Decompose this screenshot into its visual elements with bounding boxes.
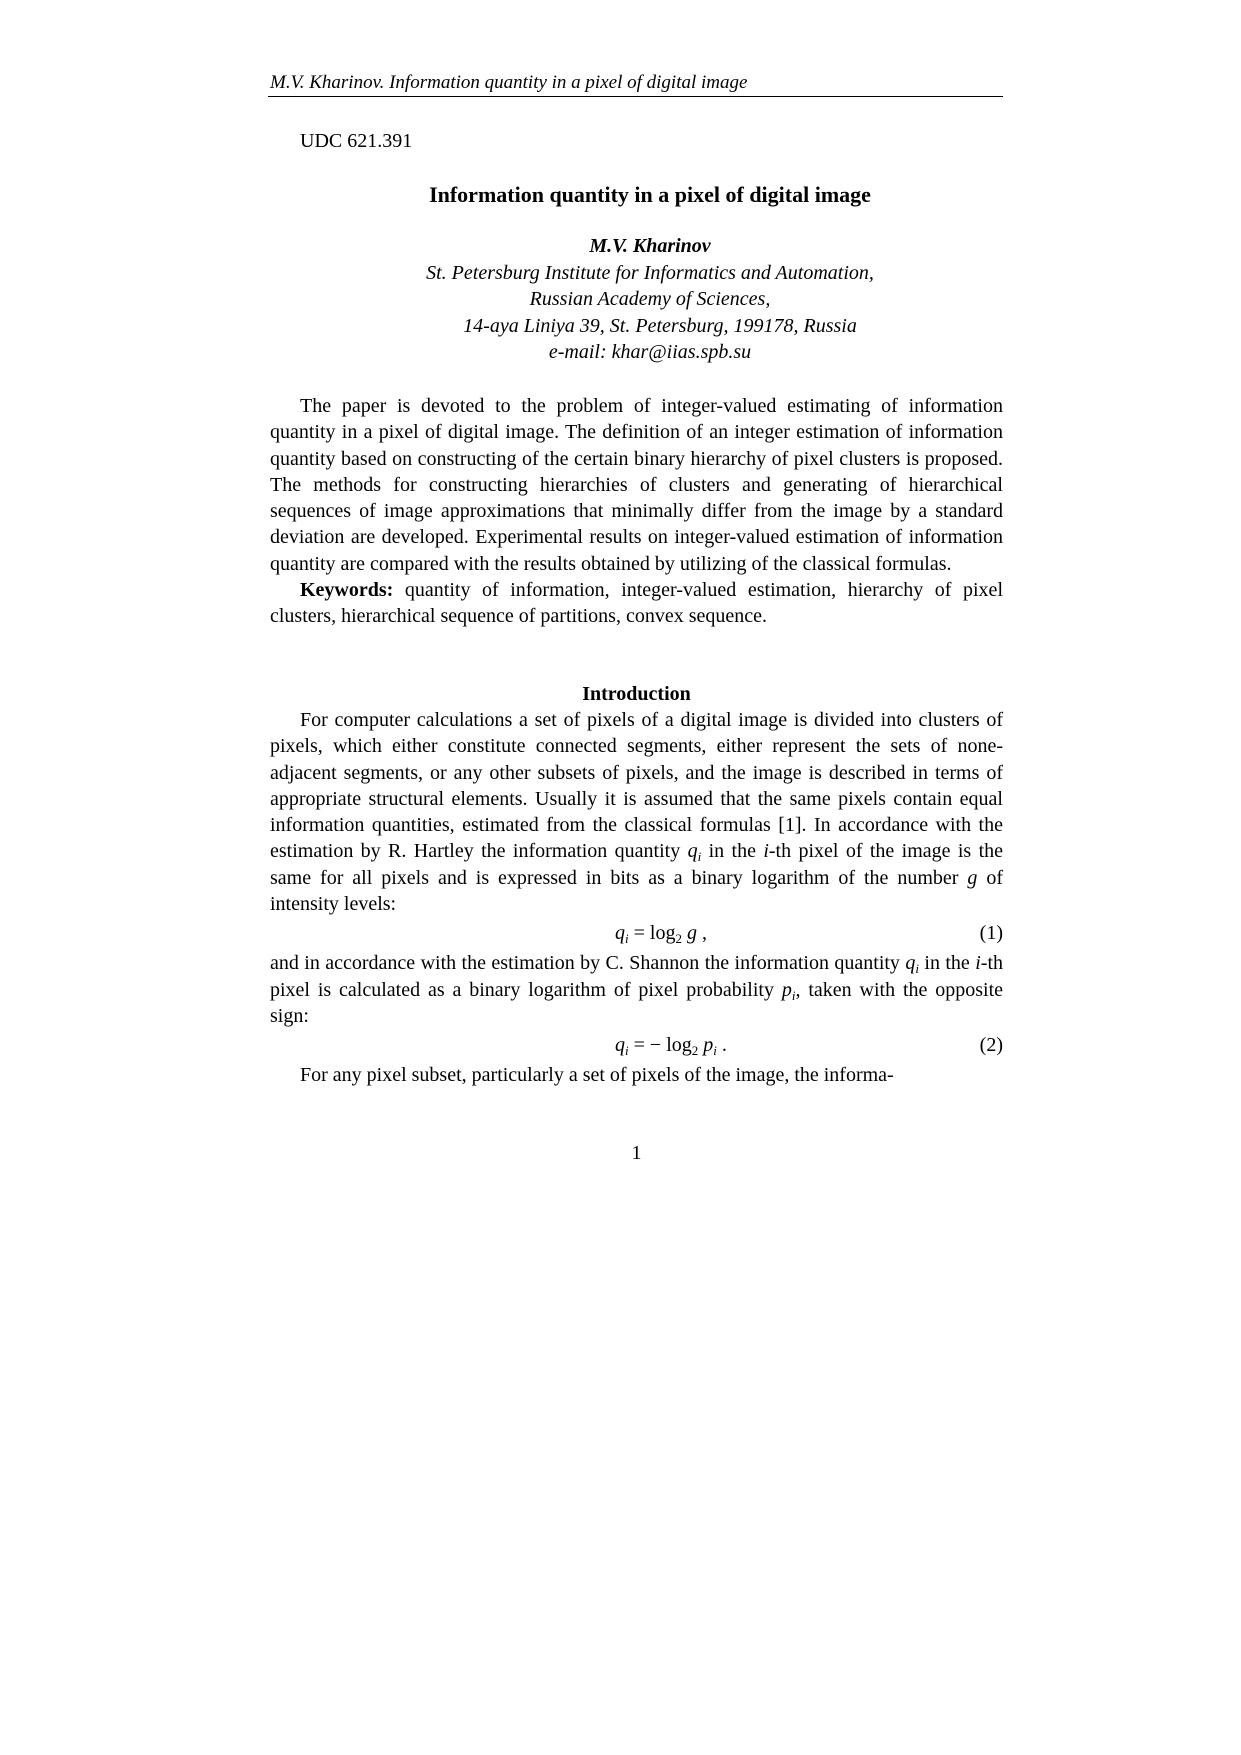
var-i-sub: i xyxy=(791,987,796,1003)
paper-title: Information quantity in a pixel of digital image xyxy=(429,182,871,207)
var-i-sub: i xyxy=(625,931,629,947)
var-i: i xyxy=(763,840,769,863)
equation-1-number: (1) xyxy=(979,922,1003,945)
intro-text: For computer calculations a set of pixels of a digital image is divided into clusters of pixels, which either constitute connected segments, either represent the sets of none-adjacent segments, or any other subsets of pixels, and the image is described in terms of appropriate structural elements. Usually it is assumed that the same pixels contain equal information quantities, estimated from the classical formulas [1]. In accordance with the estimation by R. Hartley the information quantity xyxy=(270,709,1003,863)
affiliation-line-2: Russian Academy of Sciences, xyxy=(529,288,771,310)
var-p: p xyxy=(703,1034,714,1057)
affiliation-line-1: St. Petersburg Institute for Informatics and Automation, xyxy=(426,261,874,284)
equation-punct: , xyxy=(701,922,707,945)
var-g: g xyxy=(967,866,978,889)
intro-text: -th pixel of the image is the same for all pixels and is expressed in bits as a binary logarithm of the number xyxy=(270,840,1004,889)
header-rule xyxy=(268,96,1003,97)
var-q: q xyxy=(615,1034,625,1057)
section-heading-introduction: Introduction xyxy=(582,683,691,705)
intro-text: taken with the opposite sign: xyxy=(270,978,1004,1027)
var-q xyxy=(687,840,702,865)
intro-text: of intensity levels: xyxy=(270,866,1004,916)
var-i-sub: i xyxy=(625,1043,629,1059)
intro-text: in the xyxy=(924,952,970,975)
var-q-text: q xyxy=(687,840,698,863)
intro-paragraph-2 xyxy=(270,950,1003,1029)
var-i-sub: i xyxy=(915,961,919,977)
var-p xyxy=(782,979,796,1001)
intro-text: -th pixel is calculated as a binary logarithm of pixel probability xyxy=(270,952,1004,1001)
page-number: 1 xyxy=(631,1142,642,1164)
var-q-text: q xyxy=(905,952,916,975)
intro-text: and in accordance with the estimation by C. Shannon the information quantity xyxy=(270,952,900,975)
abstract xyxy=(270,393,1003,630)
intro-text: , xyxy=(795,978,801,1001)
introduction-body xyxy=(270,707,1003,1089)
log-base: 2 xyxy=(675,931,682,947)
abstract-text: The paper is devoted to the problem of integer-valued estimating of information quantity in a pixel of digital image. The definition of an integer estimation of information quantity based on constructing of the certain binary hierarchy of pixel clusters is proposed. The methods for constructing hierarchies of clusters and generating of hierarchical sequences of image approximations that minimally differ from the image by a standard deviation are developed. Experimental results on integer-valued estimation of information quantity are compared with the results obtained by utilizing of the classical formulas. xyxy=(270,395,1003,575)
log-base: 2 xyxy=(691,1043,699,1059)
var-i-sub: i xyxy=(713,1043,717,1059)
keywords-label: Keywords: xyxy=(300,579,394,602)
author-name: M.V. Kharinov xyxy=(589,235,711,257)
equation-2 xyxy=(270,1029,1003,1062)
var-q xyxy=(905,952,919,977)
log-function: log xyxy=(649,922,676,945)
equation-2-number: (2) xyxy=(979,1034,1003,1057)
var-p-text: p xyxy=(781,978,792,1001)
intro-paragraph-1 xyxy=(270,707,1003,917)
var-q: q xyxy=(615,922,625,945)
intro-paragraph-3: For any pixel subset, particularly a set of pixels of the image, the informa- xyxy=(300,1064,894,1087)
intro-text: in the xyxy=(708,840,756,863)
var-g: g xyxy=(686,922,697,945)
var-i: i xyxy=(975,952,981,975)
var-i-sub: i xyxy=(697,849,702,865)
keywords-text: quantity of information, integer-valued estimation, hierarchy of pixel clusters, hierarchical sequence of partitions, convex sequence. xyxy=(270,579,1003,628)
keywords-paragraph xyxy=(270,577,1003,630)
author-block xyxy=(270,233,1030,366)
running-header: M.V. Kharinov. Information quantity in a pixel of digital image xyxy=(270,72,748,93)
udc-code: UDC 621.391 xyxy=(300,130,413,152)
equation-1-formula: $q_i = \log_2 g$ , xyxy=(615,922,707,947)
log-function: log xyxy=(666,1034,692,1057)
equation-2-formula: $q_i$ = − $\log_2 p_i$ . xyxy=(615,1034,727,1059)
affiliation-line-3: 14-aya Liniya 39, St. Petersburg, 199178, Russia xyxy=(463,314,857,337)
equation-1 xyxy=(270,917,1003,950)
author-email: e-mail: khar@iias.spb.su xyxy=(548,341,752,363)
